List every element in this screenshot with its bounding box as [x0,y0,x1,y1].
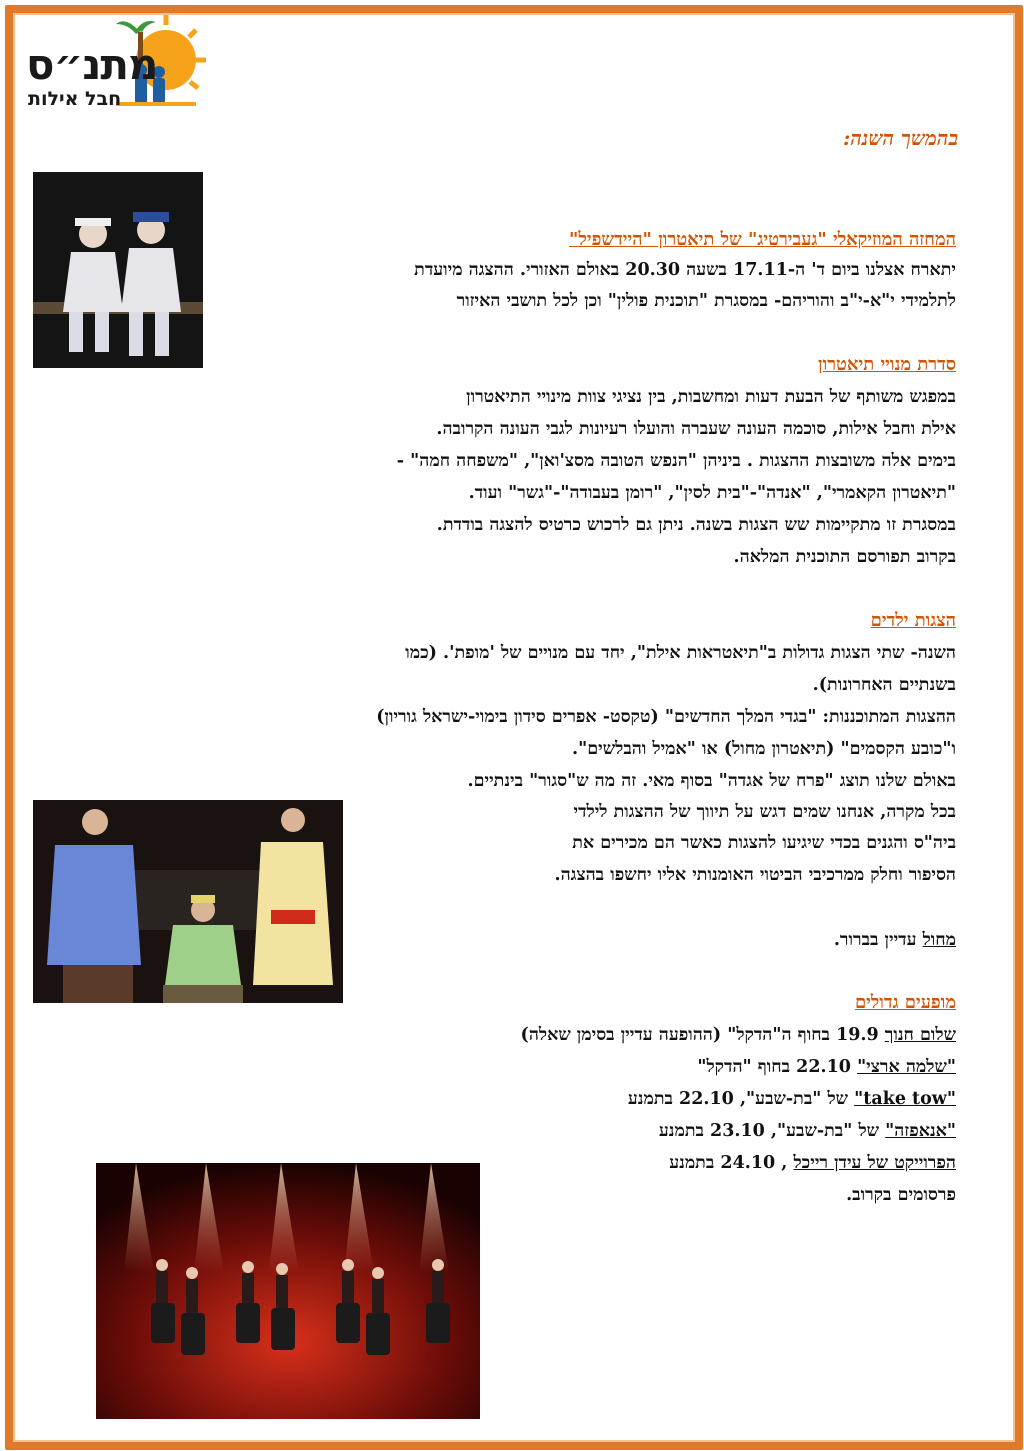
text-line: לתלמידי י"א-י"ב והוריהם- במסגרת "תוכנית פולין" וכן לכל תושבי האיזור [456,291,956,311]
text-line: בקרוב תפורסם התוכנית המלאה. [733,547,956,567]
text-line: במסגרת זו מתקיימות שש הצגות בשנה. ניתן גם לרכוש כרטיס להצגה בודדת. [436,515,956,535]
shows-footer: פרסומים בקרוב. [846,1185,956,1205]
text-line: בשנתיים האחרונות). [812,675,956,695]
show-item [521,1024,956,1045]
dance-line [834,929,956,950]
text-line: באולם שלנו תוצג "פרח של אגדה" בסוף מאי. זה מה ש"סגור" בינתיים. [467,771,956,791]
text-line: אילת וחבל אילות, סוכמה העונה שעברה והועלו רעיונות לגבי העונה הקרובה. [436,419,956,439]
text-line: ו"כובע הקסמים" (תיאטרון מחול) או "אמיל והבלשים". [572,739,956,759]
text-line: "תיאטרון הקאמרי", "אנדה"-"בית לסין", "רומן בעבודה"-"גשר" ועוד. [468,483,956,503]
section-title-gebirtig: המחזה המוזיקאלי "געבירטיג" של תיאטרון "היידשפיל" [569,229,956,250]
section-title-theater-subscriptions: סדרת מנויי תיאטרון [818,354,956,375]
show-item [697,1056,956,1077]
show-name: "take tow" [854,1089,956,1109]
show-item [669,1152,956,1173]
text-line: במפגש משותף של הבעת דעות ומחשבות, בין נציגי צוות מינויי התיאטרון [466,387,956,407]
section-title-children-shows: הצגות ילדים [870,610,956,631]
logo-name: מתנ״ס [26,40,158,89]
show-name: שלום חנוך [884,1025,956,1045]
text-line: השנה- שתי הצגות גדולות ב"תיאטראות אילת", יחד עם מנויים של 'מופת'. (כמו [405,643,956,663]
text-line: הסיפור וחלק ממרכיבי הביטוי האומנותי אליו יחשפו בהצגה. [554,865,956,885]
show-name: "שלמה ארצי" [857,1057,956,1077]
dance-label: מחול [922,930,956,950]
logo-subtitle: חבל אילות [28,88,122,110]
photo-stage-drummers [96,1163,480,1419]
text-line: בימים אלה משובצות ההצגות . ביניהן "הנפש הטובה מסצ'ואן", "משפחה חמה" - [396,451,956,471]
show-details: של "בת-שבע", 23.10 בתמנע [658,1121,886,1141]
show-item [659,1120,956,1141]
show-name: "אנאפזה" [885,1121,956,1141]
intro-heading: בהמשך השנה: [843,126,958,150]
show-details: 22.10 בחוף "הדקל" [697,1057,858,1077]
text-line: ההצגות המתוכננות: "בגדי המלך החדשים" (טקסט- אפרים סידון בימוי-ישראל גוריון) [376,707,956,727]
dance-status: עדיין בברור. [833,930,923,950]
text-line: ביה"ס והגנים בכדי שיגיעו להצגות כאשר הם מכירים את [572,833,956,853]
show-details: של "בת-שבע", 22.10 בתמנע [627,1089,855,1109]
show-details: , 24.10 בתמנע [669,1153,794,1173]
logo [16,10,206,114]
photo-two-men-bench [33,172,203,368]
show-details: 19.9 בחוף ה"הדקל" (ההופעה עדיין בסימן שאלה) [520,1025,885,1045]
show-item [628,1088,956,1109]
text-line: יתארח אצלנו ביום ד' ה-17.11 בשעה 20.30 באולם האזורי. ההצגה מיועדת [414,260,956,280]
photo-children-play-actors [33,800,343,1003]
text-line: בכל מקרה, אנחנו שמים דגש על תיווך של ההצגות לילדי [573,802,956,822]
section-title-big-shows: מופעים גדולים [854,992,956,1013]
show-name: הפרוייקט של עידן רייכל [793,1153,956,1173]
